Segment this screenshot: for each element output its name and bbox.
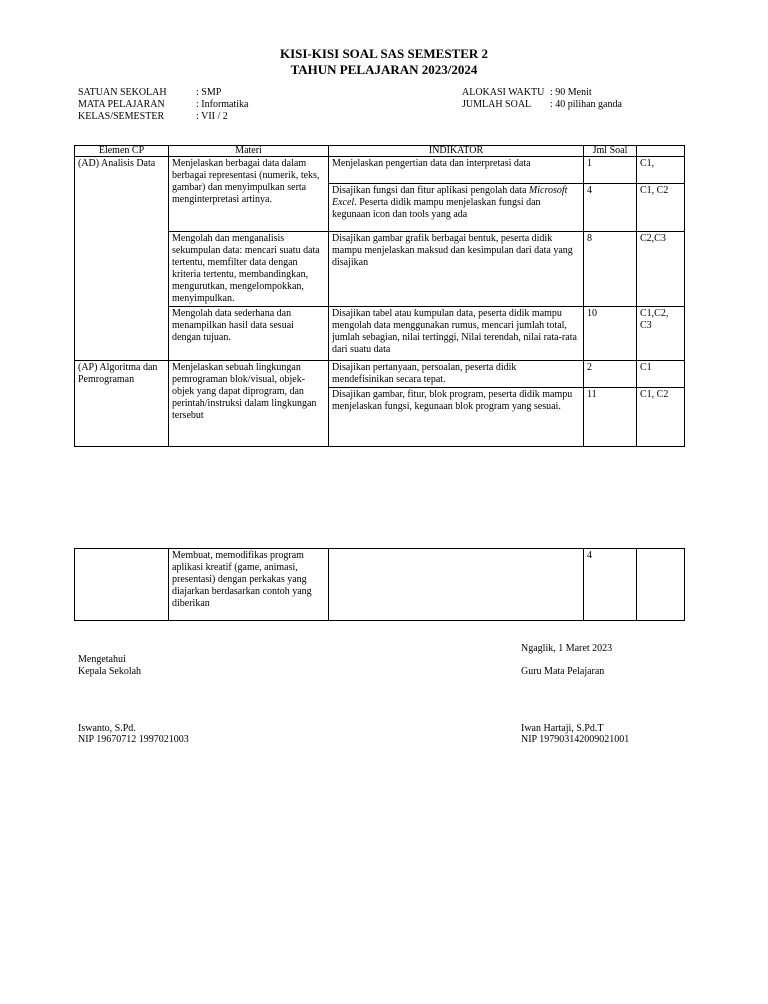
level-cell: C2,C3 xyxy=(637,232,685,307)
materi-cell: Mengolah data sederhana dan menampilkan hasil data sesuai dengan tujuan. xyxy=(169,307,329,361)
principal-nip: NIP 19670712 1997021003 xyxy=(78,734,189,745)
level-cell: C1 xyxy=(637,361,685,388)
header-elemen: Elemen CP xyxy=(75,146,169,157)
jml-soal-cell: 4 xyxy=(584,184,637,232)
jml-soal-cell: 1 xyxy=(584,157,637,184)
indikator-text: Disajikan fungsi dan fitur aplikasi pengolah data xyxy=(332,185,529,196)
elemen-cell xyxy=(75,549,169,621)
document-subtitle: TAHUN PELAJARAN 2023/2024 xyxy=(290,62,478,77)
teacher-nip: NIP 197903142009021001 xyxy=(521,734,630,745)
kisi-kisi-table xyxy=(74,145,685,447)
principal-name: Iswanto, S.Pd. xyxy=(78,723,136,734)
principal-role: Kepala Sekolah xyxy=(78,666,142,677)
level-cell: C1, xyxy=(637,157,685,184)
header-jml-soal: Jml Soal xyxy=(584,146,637,157)
jml-soal-cell: 8 xyxy=(584,232,637,307)
indikator-cell: Disajikan tabel atau kumpulan data, peserta didik mampu mengolah data menggunakan rumus, mencari jumlah total, jumlah sebagian, nilai tertinggi, Nilai terendah, nilai rata-rata dari suatu data xyxy=(329,307,584,361)
approval-label: Mengetahui xyxy=(78,654,126,665)
meta-label: KELAS/SEMESTER xyxy=(78,111,165,122)
indikator-cell xyxy=(329,549,584,621)
indikator-cell xyxy=(329,184,584,232)
meta-label: JUMLAH SOAL xyxy=(462,99,532,110)
materi-cell: Membuat, memodifikas program aplikasi kreatif (game, animasi, presentasi) dengan perkakas yang diajarkan berdasarkan contoh yang diberikan xyxy=(169,549,329,621)
document-title: KISI-KISI SOAL SAS SEMESTER 2 xyxy=(279,46,489,61)
teacher-role: Guru Mata Pelajaran xyxy=(521,666,605,677)
indikator-cell: Disajikan gambar, fitur, blok program, peserta didik mampu menjelaskan fungsi, kegunaan blok program yang sesuai. xyxy=(329,388,584,447)
indikator-text: . Peserta didik mampu menjelaskan fungsi dan kegunaan icon dan tools yang ada xyxy=(332,197,541,220)
elemen-cell: (AD) Analisis Data xyxy=(75,157,169,361)
jml-soal-cell: 11 xyxy=(584,388,637,447)
jml-soal-cell: 2 xyxy=(584,361,637,388)
level-cell: C1, C2 xyxy=(637,184,685,232)
table-row xyxy=(75,549,685,621)
place-date: Ngaglik, 1 Maret 2023 xyxy=(521,643,613,654)
elemen-cell: (AP) Algoritma dan Pemrograman xyxy=(75,361,169,447)
header-level xyxy=(637,146,685,157)
table-row xyxy=(75,361,685,388)
meta-value: : Informatika xyxy=(196,99,249,110)
meta-value: : VII / 2 xyxy=(196,111,228,122)
materi-cell: Mengolah dan menganalisis sekumpulan data: mencari suatu data tertentu, memfilter data dengan kriteria tertentu, membandingkan, mengurutkan, mengelompokkan, menyimpulkan. xyxy=(169,232,329,307)
teacher-name: Iwan Hartaji, S.Pd.T xyxy=(521,723,604,734)
level-cell: C1, C2 xyxy=(637,388,685,447)
indikator-cell: Disajikan pertanyaan, persoalan, peserta didik mendefisinikan secara tepat. xyxy=(329,361,584,388)
materi-cell: Menjelaskan berbagai data dalam berbagai representasi (numerik, teks, gambar) dan menyimpulkan serta menginterpretasi artinya. xyxy=(169,157,329,232)
indikator-emphasis: Microsoft Excel xyxy=(332,185,568,208)
materi-cell: Menjelaskan sebuah lingkungan pemrograman blok/visual, objek-objek yang dapat diprogram, dan perintah/instruksi dalam lingkungan tersebut xyxy=(169,361,329,447)
level-cell xyxy=(637,549,685,621)
header-indikator: INDIKATOR xyxy=(329,146,584,157)
meta-label: MATA PELAJARAN xyxy=(78,99,165,110)
meta-value: : 40 pilihan ganda xyxy=(550,99,622,110)
indikator-cell: Disajikan gambar grafik berbagai bentuk, peserta didik mampu menjelaskan maksud dan kesimpulan dari data yang disajikan xyxy=(329,232,584,307)
continuation-table xyxy=(74,548,685,621)
level-cell: C1,C2, C3 xyxy=(637,307,685,361)
meta-value: : SMP xyxy=(196,87,222,98)
meta-label: ALOKASI WAKTU xyxy=(462,87,545,98)
jml-soal-cell: 10 xyxy=(584,307,637,361)
table-row xyxy=(75,157,685,184)
table-header-row xyxy=(75,146,685,157)
indikator-cell: Menjelaskan pengertian data dan interpretasi data xyxy=(329,157,584,184)
header-materi: Materi xyxy=(169,146,329,157)
meta-label: SATUAN SEKOLAH xyxy=(78,87,167,98)
jml-soal-cell: 4 xyxy=(584,549,637,621)
meta-value: : 90 Menit xyxy=(550,87,592,98)
